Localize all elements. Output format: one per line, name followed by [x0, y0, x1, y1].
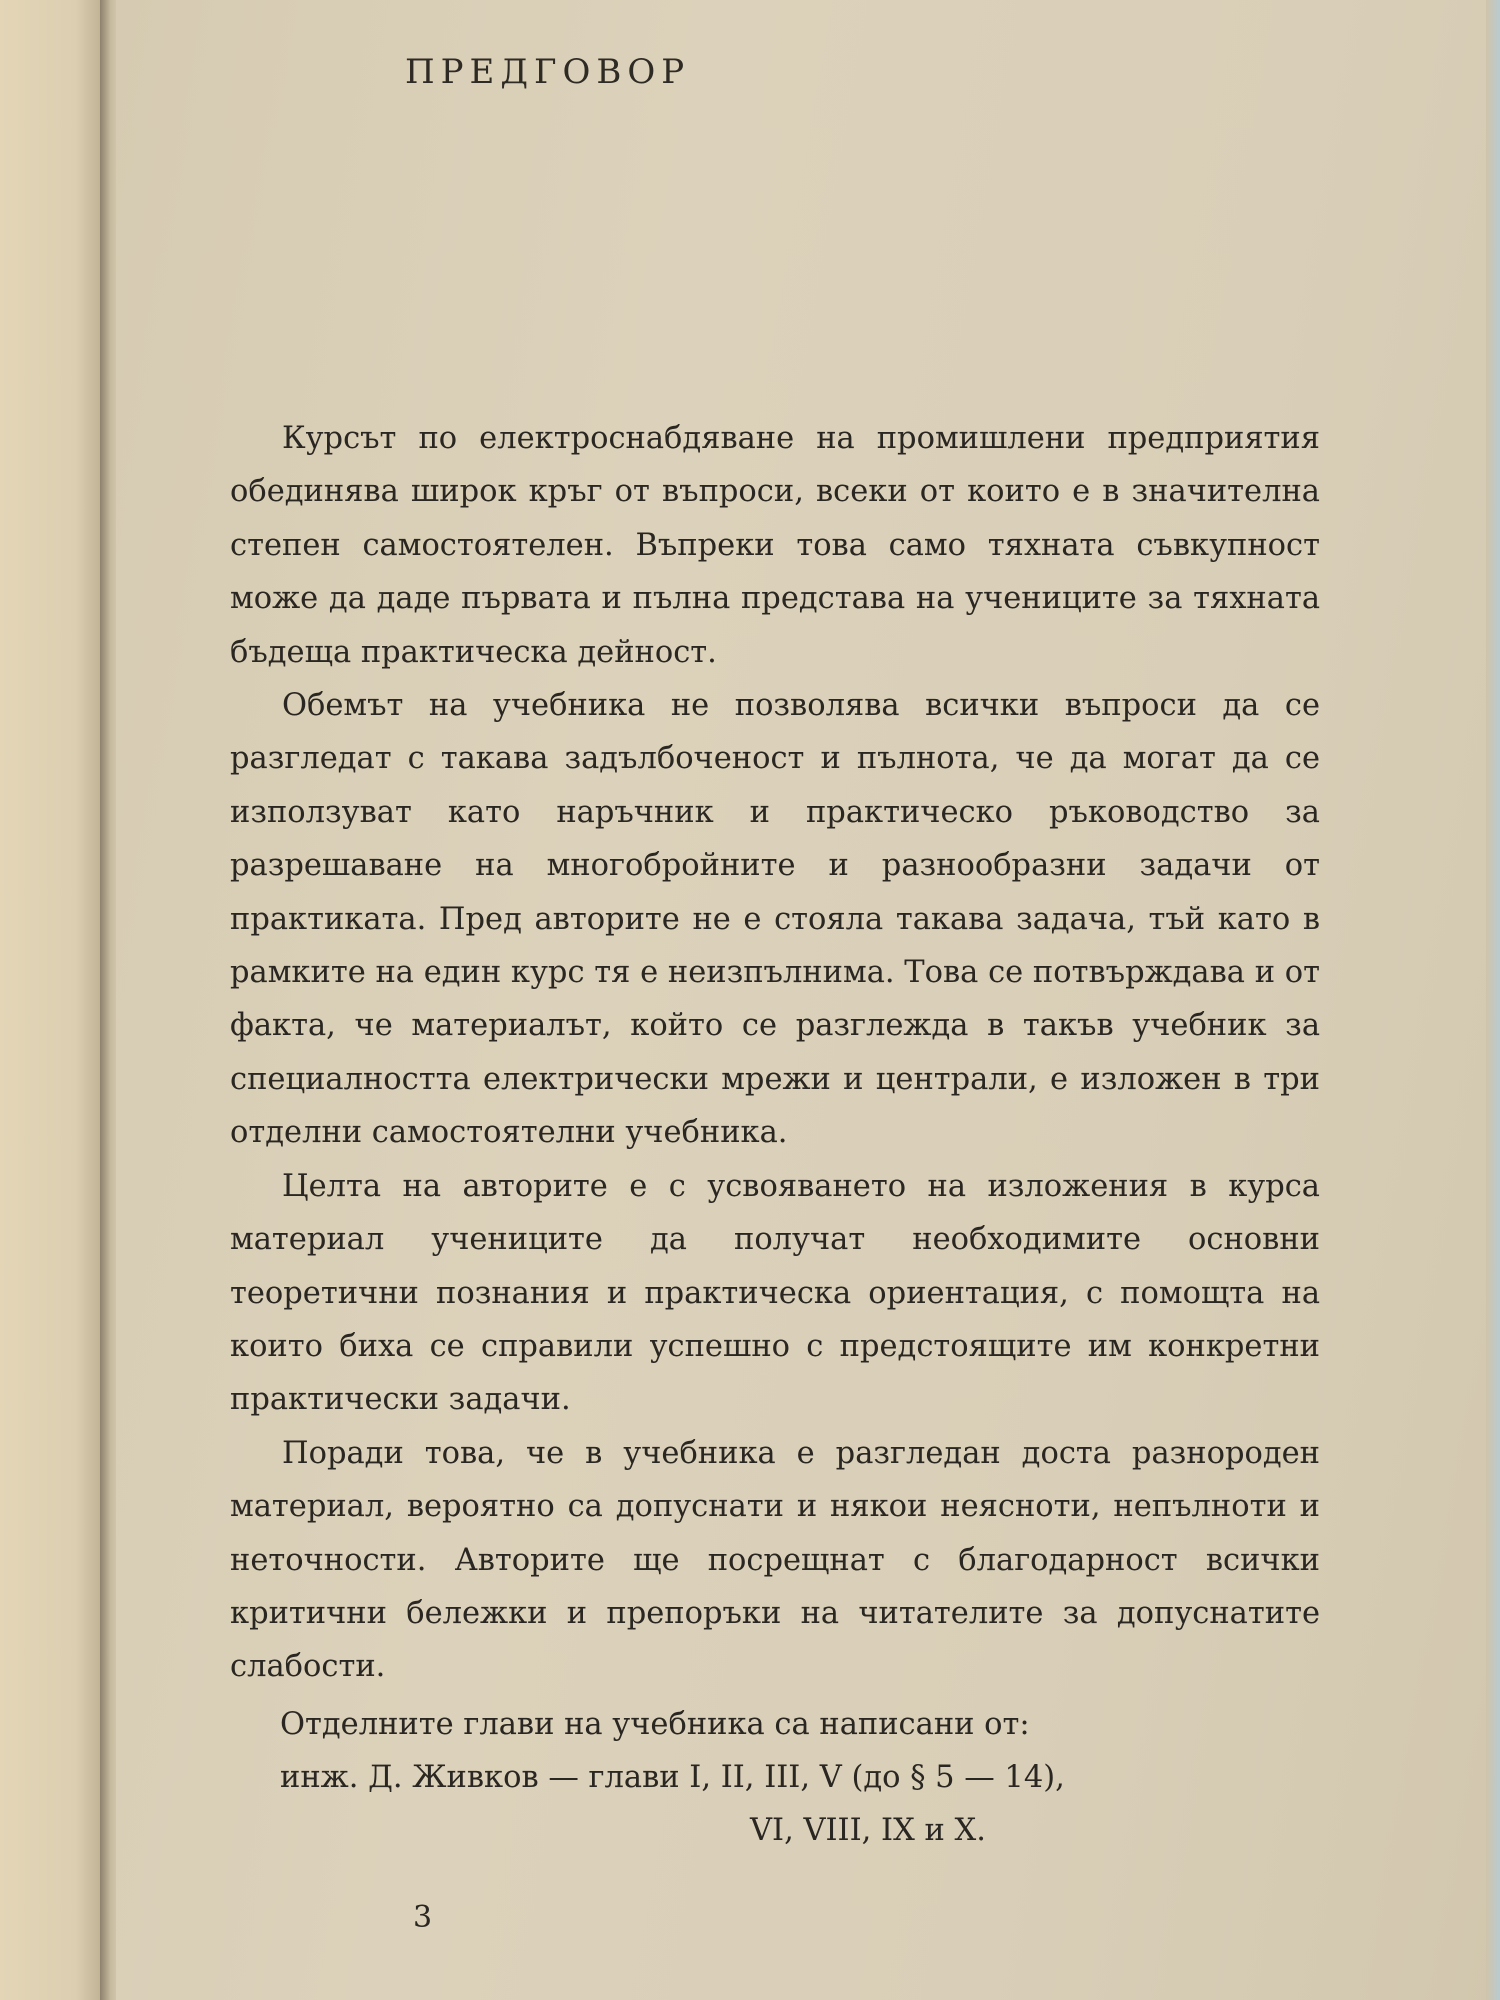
page-heading: ПРЕДГОВОР	[405, 52, 691, 92]
left-page-edge	[0, 0, 108, 2000]
paragraph-3: Целта на авторите е с усвояването на изложения в курса материал учениците да получат необходимите основни теоретични познания и практическа ориентация, с помощта на които биха се справили успешно с предстоящите им конкретни практически задачи.	[230, 1168, 1320, 1418]
paragraph-4: Поради това, че в учебника е разгледан доста разнороден материал, вероятно са допуснати и някои неясноти, непълноти и неточности. Авторите ще посрещнат с благодарност всички критични бележки и препоръки на читателите за допуснатите слабости.	[230, 1435, 1320, 1685]
preface-body	[230, 412, 1320, 1694]
paragraph-2: Обемът на учебника не позволява всички въпроси да се разгледат с такава задълбоченост и пълнота, че да могат да се използуват като наръчник и практическо ръководство за разрешаване на многобройните и разнообразни задачи от практиката. Пред авторите не е стояла такава задача, тъй като в рамките на един курс тя е неизпълнима. Това се потвърждава и от факта, че материалът, който се разглежда в такъв учебник за специалността електрически мрежи и централи, е изложен в три отделни самостоятелни учебника.	[230, 688, 1320, 1151]
right-edge-background	[1486, 0, 1500, 2000]
authors-line-1: инж. Д. Живков — глави I, II, III, V (до § 5 — 14),	[280, 1760, 1065, 1795]
authors-intro: Отделните глави на учебника са написани от:	[280, 1707, 1030, 1742]
paragraph-1: Курсът по електроснабдяване на промишлени предприятия обединява широк кръг от въпроси, всеки от които е в значителна степен самостоятелен. Въпреки това само тяхната съвкупност може да даде първата и пълна представа на учениците за тяхната бъдеща практическа дейност.	[230, 421, 1320, 670]
authors-block	[280, 1698, 1280, 1857]
page-number: 3	[413, 1900, 433, 1935]
authors-line-2: VI, VIII, IX и X.	[750, 1813, 986, 1848]
